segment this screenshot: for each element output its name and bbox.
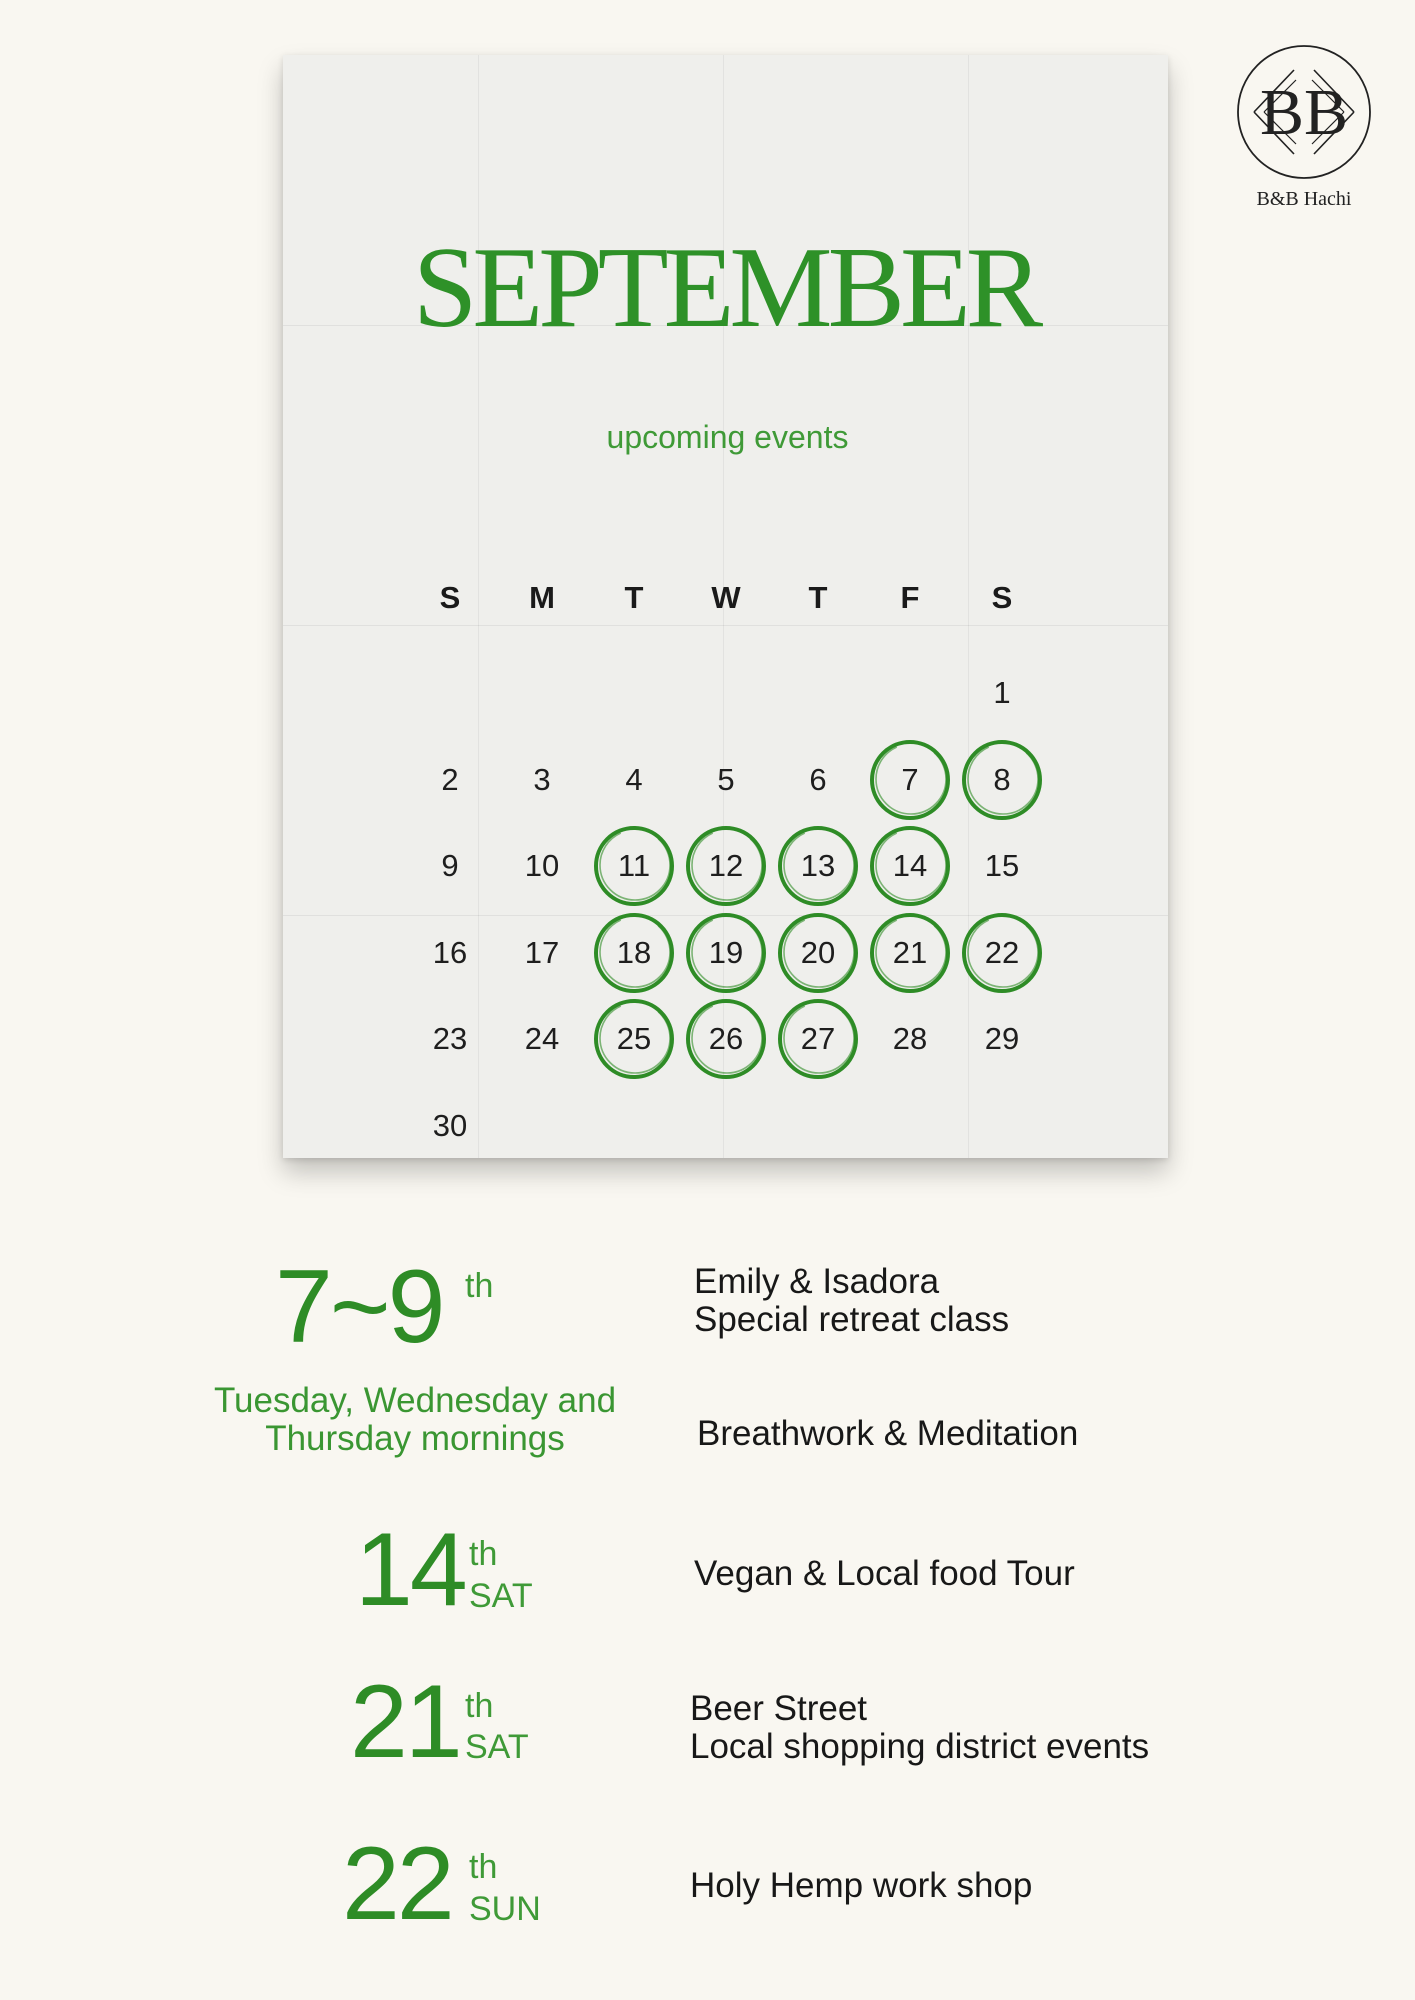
event-date: 14 bbox=[355, 1512, 465, 1628]
day-number: 18 bbox=[616, 934, 652, 970]
event-description: Special retreat class bbox=[694, 1300, 1010, 1339]
event-title: Beer Street bbox=[690, 1689, 868, 1728]
calendar-day bbox=[956, 667, 1048, 719]
weekday-label: F bbox=[900, 580, 920, 615]
event-title: Emily & Isadora bbox=[694, 1262, 940, 1301]
calendar-day bbox=[404, 1013, 496, 1065]
calendar-day bbox=[496, 840, 588, 892]
calendar-day bbox=[588, 754, 680, 806]
calendar-day bbox=[680, 840, 772, 892]
day-number: 7 bbox=[901, 761, 919, 797]
calendar-day bbox=[772, 927, 864, 979]
calendar-day bbox=[680, 927, 772, 979]
calendar-day bbox=[404, 754, 496, 806]
paper-fold bbox=[283, 625, 1168, 626]
svg-text:BB: BB bbox=[1259, 76, 1349, 149]
event-date-suffix: th bbox=[465, 1687, 494, 1725]
day-number: 8 bbox=[993, 761, 1011, 797]
weekday-label: T bbox=[624, 580, 644, 615]
day-number: 16 bbox=[432, 934, 468, 970]
calendar-day bbox=[864, 754, 956, 806]
day-number: 23 bbox=[432, 1021, 468, 1056]
day-number: 14 bbox=[892, 848, 928, 883]
event-title: Vegan & Local food Tour bbox=[694, 1554, 1075, 1593]
day-number: 22 bbox=[984, 934, 1020, 970]
calendar-day bbox=[772, 840, 864, 892]
paper-fold bbox=[283, 915, 1168, 916]
day-number: 6 bbox=[809, 761, 827, 797]
calendar-day bbox=[772, 754, 864, 806]
day-number: 28 bbox=[892, 1021, 928, 1056]
day-number: 24 bbox=[524, 1021, 560, 1056]
weekday-label: W bbox=[711, 580, 741, 615]
event-date-suffix: th bbox=[465, 1267, 494, 1305]
day-number: 17 bbox=[524, 934, 560, 970]
calendar-paper bbox=[283, 55, 1168, 1158]
event-schedule: Thursday mornings bbox=[265, 1419, 565, 1458]
day-number: 5 bbox=[717, 761, 735, 797]
calendar-day bbox=[864, 1013, 956, 1065]
day-number: 11 bbox=[617, 848, 651, 883]
calendar-day bbox=[956, 927, 1048, 979]
day-number: 15 bbox=[984, 848, 1020, 883]
brand-logo bbox=[1234, 42, 1374, 217]
day-number: 9 bbox=[441, 848, 459, 883]
day-number: 26 bbox=[708, 1021, 744, 1056]
event-weekday: SUN bbox=[469, 1890, 541, 1928]
calendar-day bbox=[588, 840, 680, 892]
brand-name: B&B Hachi bbox=[1256, 188, 1352, 210]
day-number: 13 bbox=[800, 848, 836, 883]
day-number: 4 bbox=[625, 761, 643, 797]
calendar-day bbox=[404, 840, 496, 892]
calendar-day bbox=[404, 1100, 496, 1152]
calendar-day bbox=[496, 1013, 588, 1065]
day-number: 2 bbox=[441, 761, 459, 797]
day-number: 30 bbox=[432, 1107, 468, 1143]
event-date-suffix: th bbox=[469, 1535, 498, 1573]
day-number: 21 bbox=[892, 934, 928, 970]
event-date: 7~9 bbox=[275, 1249, 443, 1365]
weekday-label: M bbox=[529, 580, 555, 615]
event-weekday: SAT bbox=[465, 1728, 529, 1766]
calendar-day bbox=[680, 1013, 772, 1065]
calendar-day bbox=[496, 927, 588, 979]
bb-monogram-icon bbox=[1234, 42, 1374, 182]
event-title: Breathwork & Meditation bbox=[697, 1414, 1079, 1453]
event-date-suffix: th bbox=[469, 1848, 498, 1886]
calendar-day bbox=[864, 927, 956, 979]
calendar-day bbox=[588, 927, 680, 979]
day-number: 27 bbox=[800, 1021, 836, 1056]
day-number: 19 bbox=[708, 934, 744, 970]
event-schedule: Tuesday, Wednesday and bbox=[213, 1381, 617, 1420]
calendar-day bbox=[404, 927, 496, 979]
day-number: 20 bbox=[800, 934, 836, 970]
weekday-label: S bbox=[991, 580, 1013, 615]
event-weekday: SAT bbox=[469, 1577, 533, 1615]
weekday-label: S bbox=[439, 580, 461, 615]
event-description: Local shopping district events bbox=[690, 1727, 1150, 1766]
day-number: 3 bbox=[533, 761, 551, 797]
calendar-day bbox=[956, 754, 1048, 806]
weekday-label: T bbox=[808, 580, 828, 615]
event-date: 22 bbox=[342, 1826, 452, 1942]
calendar-day bbox=[864, 840, 956, 892]
day-number: 25 bbox=[616, 1021, 652, 1056]
day-number: 1 bbox=[993, 675, 1011, 710]
calendar-subtitle: upcoming events bbox=[606, 419, 849, 455]
event-title: Holy Hemp work shop bbox=[690, 1866, 1033, 1905]
calendar-day bbox=[496, 754, 588, 806]
calendar-day bbox=[680, 754, 772, 806]
month-title: SEPTEMBER bbox=[412, 224, 1039, 352]
event-date: 21 bbox=[350, 1664, 460, 1780]
calendar-day bbox=[588, 1013, 680, 1065]
day-number: 12 bbox=[708, 848, 744, 883]
calendar-day bbox=[772, 1013, 864, 1065]
day-number: 10 bbox=[524, 848, 560, 883]
calendar-day bbox=[956, 840, 1048, 892]
calendar-day bbox=[956, 1013, 1048, 1065]
day-number: 29 bbox=[984, 1021, 1020, 1056]
